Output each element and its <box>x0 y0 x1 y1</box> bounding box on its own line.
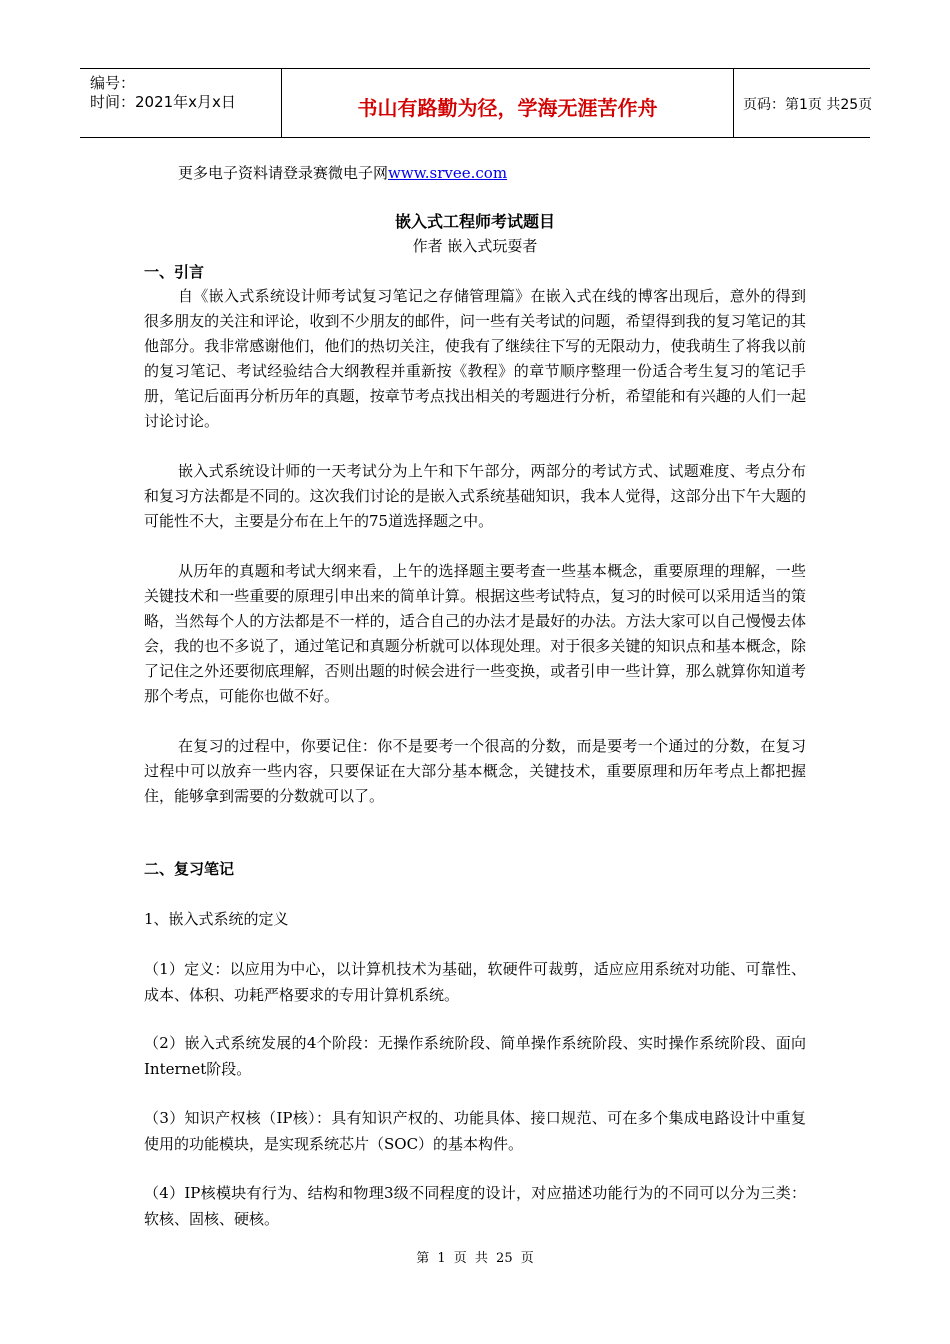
section-heading-intro: 一、引言 <box>144 263 205 281</box>
header-meta-cell <box>80 69 281 137</box>
list-item: （2）嵌入式系统发展的4个阶段：无操作系统阶段、简单操作系统阶段、实时操作系统阶段、面向Internet阶段。 <box>144 1034 806 1078</box>
promo-link[interactable]: www.srvee.com <box>388 164 508 182</box>
document-title: 嵌入式工程师考试题目 <box>394 212 555 231</box>
doc-number-label: 编号： <box>90 74 136 92</box>
promo-text: 更多电子资料请登录赛微电子网 <box>178 164 389 182</box>
paragraph-1: 自《嵌入式系统设计师考试复习笔记之存储管理篇》在嵌入式在线的博客出现后，意外的得到很多朋友的关注和评论，收到不少朋友的邮件，问一些有关考试的问题，希望得到我的复习笔记的其他部分。我非常感谢他们，他们的热切关注，使我有了继续往下写的无限动力，使我萌生了将我以前的复习笔记、考试经验结合大纲教程并重新按《教程》的章节顺序整理一份适合考生复习的笔记手册，笔记后面再分析历年的真题，按章节考点找出相关的考题进行分析，希望能和有兴趣的人们一起讨论讨论。 <box>144 287 806 430</box>
list-item-heading: 1、嵌入式系统的定义 <box>144 910 289 928</box>
paragraph-2: 嵌入式系统设计师的一天考试分为上午和下午部分，两部分的考试方式、试题难度、考点分布和复习方法都是不同的。这次我们讨论的是嵌入式系统基础知识，我本人觉得，这部分出下午大题的可能性不大，主要是分布在上午的75道选择题之中。 <box>144 462 806 530</box>
header-motto: 书山有路勤为径，学海无涯苦作舟 <box>357 96 658 120</box>
document-author: 作者 嵌入式玩耍者 <box>412 237 538 255</box>
paragraph-3: 从历年的真题和考试大纲来看，上午的选择题主要考查一些基本概念，重要原理的理解，一些关键技术和一些重要的原理引申出来的简单计算。根据这些考试特点，复习的时候可以采用适当的策略，当然每个人的方法都是不一样的，适合自己的办法才是最好的办法。方法大家可以自己慢慢去体会，我的也不多说了，通过笔记和真题分析就可以体现处理。对于很多关键的知识点和基本概念，除了记住之外还要彻底理解，否则出题的时候会进行一些变换，或者引申一些计算，那么就算你知道考那个考点，可能你也做不好。 <box>144 562 806 705</box>
paragraph-4: 在复习的过程中，你要记住：你不是要考一个很高的分数，而是要考一个通过的分数，在复习过程中可以放弃一些内容，只要保证在大部分基本概念，关键技术，重要原理和历年考点上都把握住，能够拿到需要的分数就可以了。 <box>144 737 806 805</box>
page-header <box>80 68 873 138</box>
header-page-info: 页码：第1页 共25页 <box>743 97 873 113</box>
header-page-cell <box>733 69 873 137</box>
list-item: （3）知识产权核（IP核）：具有知识产权的、功能具体、接口规范、可在多个集成电路设计中重复使用的功能模块，是实现系统芯片（SOC）的基本构件。 <box>144 1109 806 1153</box>
page-footer: 第 1 页 共 25 页 <box>416 1251 534 1266</box>
list-item: （1）定义：以应用为中心，以计算机技术为基础，软硬件可裁剪，适应应用系统对功能、可靠性、成本、体积、功耗严格要求的专用计算机系统。 <box>144 960 806 1004</box>
list-item: （4）IP核模块有行为、结构和物理3级不同程度的设计，对应描述功能行为的不同可以分为三类：软核、固核、硬核。 <box>144 1184 806 1228</box>
promo-line <box>178 161 507 185</box>
header-motto-cell <box>281 69 734 137</box>
doc-time-label: 时间：2021年x月x日 <box>90 93 236 111</box>
section-heading-notes: 二、复习笔记 <box>144 860 235 878</box>
